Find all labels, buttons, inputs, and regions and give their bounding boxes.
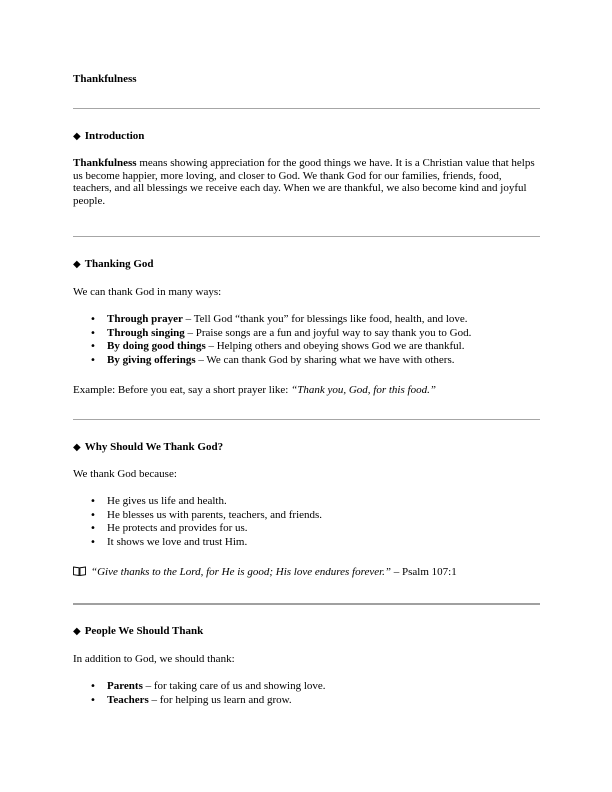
term-thankfulness: Thankfulness <box>73 157 137 169</box>
verse-reference: – Psalm 107:1 <box>391 566 457 578</box>
heading-text: Introduction <box>84 130 145 142</box>
list-item: • He gives us life and health. <box>90 495 322 509</box>
item-text: – for taking care of us and showing love. <box>142 680 326 692</box>
verse-text: “Give thanks to the Lord, for He is good; His love endures forever.” <box>91 566 392 578</box>
item-text: – We can thank God by sharing what we have with others. <box>195 353 455 366</box>
list-item <box>90 694 326 708</box>
list-item <box>90 313 471 327</box>
item-text: – Tell God “thank you” for blessings like food, health, and love. <box>182 313 468 325</box>
list-item <box>90 680 326 694</box>
thanking-god-intro: We can thank God in many ways: <box>73 286 222 298</box>
divider <box>73 603 540 605</box>
why-intro: We thank God because: <box>73 468 177 480</box>
item-label: Through singing <box>107 326 185 339</box>
item-label: By doing good things <box>107 340 206 353</box>
heading-text: Thanking God <box>84 258 154 270</box>
divider <box>73 419 540 420</box>
diamond-icon: ◆ <box>73 626 81 637</box>
document-title: Thankfulness <box>73 73 137 85</box>
divider <box>73 236 540 237</box>
people-list <box>90 680 326 707</box>
list-item <box>90 354 471 368</box>
item-text: – Praise songs are a fun and joyful way to say thank you to God. <box>184 326 472 339</box>
list-item: • It shows we love and trust Him. <box>90 536 322 550</box>
section-heading-why <box>73 441 223 453</box>
heading-text: Why Should We Thank God? <box>84 441 224 453</box>
list-item: • He blesses us with parents, teachers, and friends. <box>90 509 322 523</box>
bible-verse <box>73 566 457 578</box>
diamond-icon: ◆ <box>73 259 81 270</box>
list-item <box>90 327 471 341</box>
item-label: By giving offerings <box>107 353 196 366</box>
introduction-paragraph <box>73 157 543 207</box>
section-heading-people <box>73 625 203 637</box>
list-item <box>90 340 471 354</box>
diamond-icon: ◆ <box>73 442 81 453</box>
why-list <box>90 495 322 549</box>
diamond-icon: ◆ <box>73 131 81 142</box>
thanking-god-list <box>90 313 471 367</box>
item-label: Through prayer <box>107 313 183 325</box>
divider <box>73 108 540 109</box>
people-intro: In addition to God, we should thank: <box>73 653 235 665</box>
introduction-text: means showing appreciation for the good things we have. It is a Christian value that helps us become happier, more loving, and closer to God. We thank God for our families, friends, food, teachers, and all blessings we receive each day. When we are thankful, we also become kind and joyful people. <box>73 157 535 207</box>
item-label: Teachers <box>107 693 149 706</box>
example-line <box>73 384 543 397</box>
item-text: – Helping others and obeying shows God we are thankful. <box>205 340 465 353</box>
list-item: • He protects and provides for us. <box>90 522 322 536</box>
example-quote: “Thank you, God, for this food.” <box>291 384 436 396</box>
example-prefix: Example: Before you eat, say a short prayer like: <box>73 384 292 396</box>
book-icon <box>73 566 86 576</box>
section-heading-introduction <box>73 130 144 142</box>
item-label: Parents <box>107 680 143 692</box>
item-text: – for helping us learn and grow. <box>148 693 292 706</box>
heading-text: People We Should Thank <box>84 625 204 637</box>
section-heading-thanking-god <box>73 258 154 270</box>
